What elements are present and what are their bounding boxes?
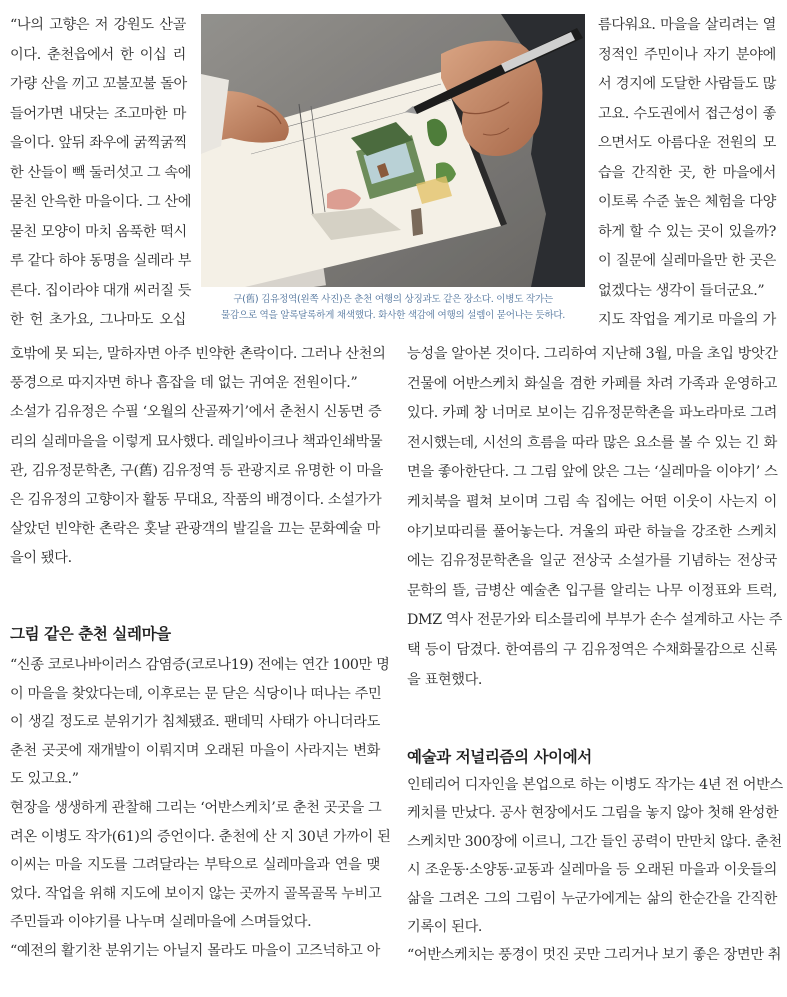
sketchbook-photo [201,14,585,287]
text-line: 에는 김유정문학촌을 일군 전상국 소설가를 기념하는 전상국 [407,553,777,570]
text-line: 리의 실레마을을 이렇게 묘사했다. 레일바이크나 책과인쇄박물 [10,433,383,450]
text-line: 들어가면 내닷는 조고마한 마 [10,105,186,122]
text-line: 야기보따리를 풀어놓는다. 겨울의 파란 하늘을 강조한 스케치 [407,523,777,540]
text-line: 이토록 수준 높은 체험을 다양 [598,194,776,210]
text-line: “나의 고향은 저 강원도 산골 [10,17,186,33]
text-line: 관, 김유정문학촌, 구(舊) 김유정역 등 관광지로 유명한 이 마을 [10,462,383,479]
text-line: 묻친 안윽한 마을이다. 그 산에 [10,194,192,210]
text-line: “신종 코로나바이러스 감염증(코로나19) 전에는 연간 100만 명 [10,657,390,673]
text-line: 하게 할 수 있는 곳이 있을까? [598,223,776,240]
text-line: 려온 이병도 작가(61)의 증언이다. 춘천에 산 지 30년 가까이 된 [10,828,391,845]
text-line: 시 조운동·소양동·교동과 실레마을 등 오래된 마을과 이웃들의 [407,862,777,879]
section-heading-1: 그림 같은 춘천 실레마을 [10,625,171,643]
text-line: 춘천 곳곳에 재개발이 이뤄지며 오래된 마을이 사라지는 변화 [10,742,380,759]
text-line: 루 같다 하야 동명을 실레라 부 [10,253,192,269]
text-line: 전시했는데, 시선의 흐름을 따라 많은 요소를 볼 수 있는 긴 화 [407,434,777,451]
text-line: 으면서도 아름다운 전원의 모 [598,135,776,151]
text-line: 을이 됐다. [10,550,72,567]
text-line: 을 표현했다. [407,671,483,688]
text-line: 문학의 뜰, 금병산 예술촌 입구를 알리는 나무 이정표와 트럭, [407,582,777,599]
text-line: 고요. 수도권에서 접근성이 좋 [598,105,776,122]
text-line: 인테리어 디자인을 본업으로 하는 이병도 작가는 4년 전 어반스 [407,777,783,793]
text-line: 케치를 만났다. 공사 현장에서도 그림을 놓지 않아 첫해 완성한 [407,805,779,822]
text-line: 없겠다는 생각이 들더군요.” [598,282,765,299]
text-line: 면을 좋아한단다. 그 그림 앞에 앉은 그는 ‘실레마을 이야기’ 스 [407,464,778,481]
text-line: 이 질문에 실레마을만 한 곳은 [598,253,776,269]
text-line: DMZ 역사 전문가와 티소믈리에 부부가 손수 설계하고 사는 주 [407,612,783,629]
section-heading-2: 예술과 저널리즘의 사이에서 [407,748,592,766]
text-line: 름다워요. 마을을 살리려는 열 [598,17,776,33]
text-line: 지도 작업을 계기로 마을의 가 [598,312,776,328]
text-line: 정적인 주민이나 자기 분야에 [598,46,776,63]
text-line: 을이다. 앞뒤 좌우에 굵찍굵찍 [10,135,187,151]
text-line: 가량 산을 끼고 꼬불꼬불 돌아 [10,76,187,92]
text-line: 이 생길 정도로 분위기가 침체됐죠. 팬데믹 사태가 아니더라도 [10,714,380,731]
text-line: 은 김유정의 고향이자 활동 무대요, 작품의 배경이다. 소설가가 [10,492,382,508]
text-line: 묻친 모양이 마치 옴푹한 떡시 [10,223,187,240]
text-line: 이다. 춘천읍에서 한 이십 리 [10,46,186,63]
text-line: 있다. 카페 창 너머로 보이는 김유정문학촌을 파노라마로 그려 [407,405,777,422]
text-line: 케치북을 펼쳐 보이며 그림 속 집에는 어떤 이웃이 사는지 이 [407,494,777,510]
text-line: 이 마을을 찾았다는데, 이후로는 문 닫은 식당이나 떠나는 주민 [10,685,382,702]
caption-line: 구(舊) 김유정역(왼쪽 사진)은 춘천 여행의 상징과도 같은 장소다. 이병도 작가는 [233,294,553,305]
text-line: 살았던 빈약한 촌락은 홋날 관광객의 발길을 끄는 문화예술 마 [10,521,380,538]
text-line: 도 있고요.” [10,771,79,788]
text-line: 었다. 작업을 위해 지도에 보이지 않는 곳까지 골목골목 누비고 [10,885,382,902]
text-line: 삶을 그려온 그의 그림이 누군가에게는 삶의 한순간을 간직한 [407,890,777,907]
text-line: 습을 간직한 곳, 한 마을에서 [598,164,776,181]
text-line: “예전의 활기찬 분위기는 아닐지 몰라도 마을이 고즈넉하고 아 [10,943,380,959]
text-line: 이씨는 마을 지도를 그려달라는 부탁으로 실레마을과 연을 맺 [10,857,380,874]
text-line: 주민들과 이야기를 나누며 실레마을에 스며들었다. [10,914,312,931]
text-line: 호밖에 못 되는, 말하자면 아주 빈약한 촌락이다. 그러나 산천의 [10,346,386,362]
text-line: 풍경으로 따지자면 하나 흠잡을 데 없는 귀여운 전원이다.” [10,375,358,392]
text-line: 스케치만 300장에 이르니, 그간 들인 공력이 만만치 않다. 춘천 [407,833,782,850]
text-line: 른다. 집이라야 대개 씨러질 듯 [10,282,192,299]
text-line: “어반스케치는 풍경이 멋진 곳만 그리거나 보기 좋은 장면만 취 [407,947,782,964]
text-line: 한 산들이 빽 둘러섯고 그 속에 [10,164,192,181]
text-line: 소설가 김유정은 수필 ‘오월의 산골짜기’에서 춘천시 신동면 증 [10,404,382,421]
text-line: 택 등이 담겼다. 한여름의 구 김유정역은 수채화물감으로 신록 [407,642,777,658]
caption-line: 물감으로 역을 알록달록하게 채색했다. 화사한 색감에 여행의 설렘이 묻어나는 듯하다. [220,310,566,321]
text-line: 능성을 알아본 것이다. 그리하여 지난해 3월, 마을 초입 방앗간 [407,346,778,362]
text-line: 건물에 어반스케치 화실을 겸한 카페를 차려 가족과 운영하고 [407,375,777,392]
text-line: 한 헌 초가요, 그나마도 오십 [10,312,186,328]
text-line: 기록이 된다. [407,919,483,935]
text-line: 서 경지에 도달한 사람들도 많 [598,76,776,92]
text-line: 현장을 생생하게 관찰해 그리는 ‘어반스케치’로 춘천 곳곳을 그 [10,800,382,816]
